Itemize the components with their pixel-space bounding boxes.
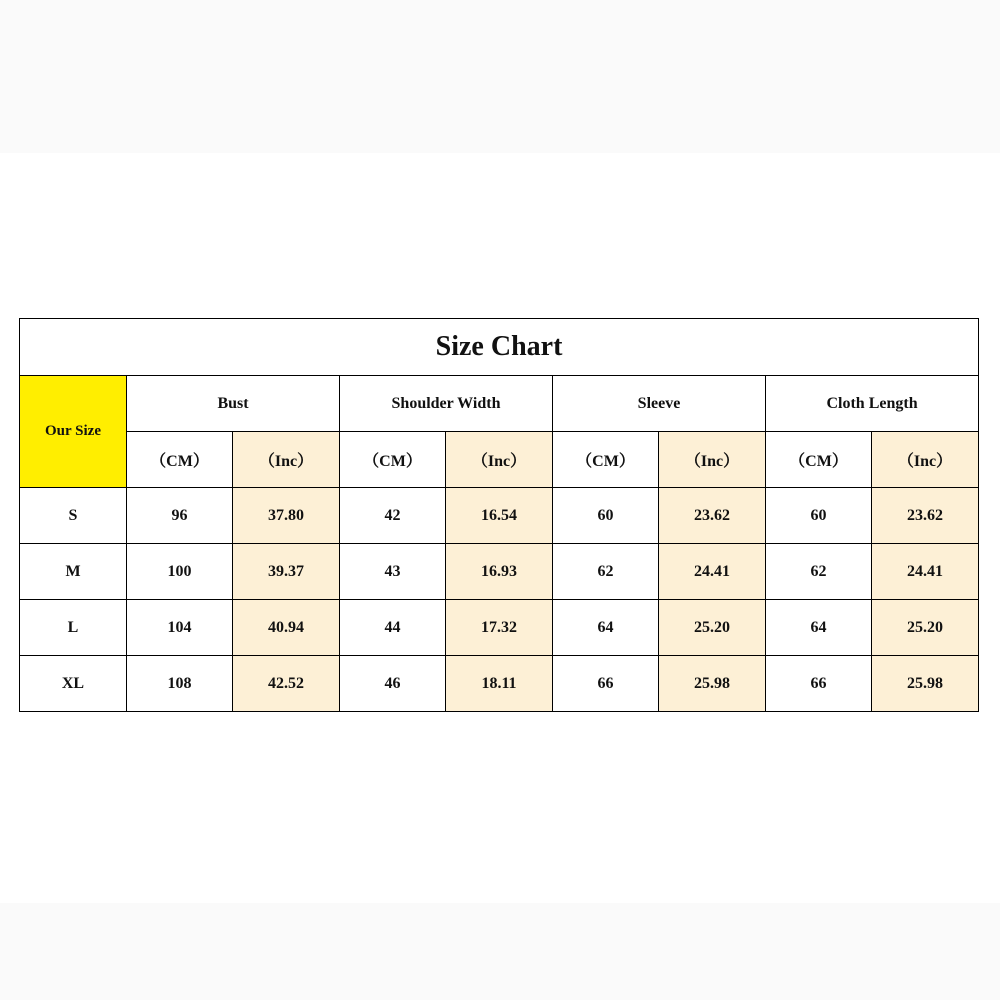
size-chart-table (19, 318, 979, 712)
value-cell: 25.98 (659, 656, 766, 712)
value-cell: 66 (766, 656, 872, 712)
table-row (20, 656, 979, 712)
unit-cm-header: （CM） (553, 432, 659, 488)
group-header-bust: Bust (127, 376, 340, 432)
bottom-band (0, 903, 1000, 1000)
value-cell: 42.52 (233, 656, 340, 712)
value-cell: 100 (127, 544, 233, 600)
value-cell: 25.20 (872, 600, 979, 656)
group-header-sleeve: Sleeve (553, 376, 766, 432)
top-band (0, 0, 1000, 153)
unit-cm-header: （CM） (340, 432, 446, 488)
unit-inc-header: （Inc） (233, 432, 340, 488)
value-cell: 25.98 (872, 656, 979, 712)
value-cell: 104 (127, 600, 233, 656)
unit-cm-header: （CM） (127, 432, 233, 488)
value-cell: 62 (553, 544, 659, 600)
size-cell: L (20, 600, 127, 656)
value-cell: 23.62 (659, 488, 766, 544)
value-cell: 96 (127, 488, 233, 544)
chart-title: Size Chart (20, 319, 979, 376)
value-cell: 23.62 (872, 488, 979, 544)
group-header-cloth-length: Cloth Length (766, 376, 979, 432)
table-row (20, 600, 979, 656)
value-cell: 37.80 (233, 488, 340, 544)
value-cell: 64 (766, 600, 872, 656)
value-cell: 60 (553, 488, 659, 544)
value-cell: 25.20 (659, 600, 766, 656)
size-cell: S (20, 488, 127, 544)
value-cell: 24.41 (872, 544, 979, 600)
table-row (20, 488, 979, 544)
our-size-header: Our Size (20, 376, 127, 488)
value-cell: 40.94 (233, 600, 340, 656)
value-cell: 44 (340, 600, 446, 656)
unit-inc-header: （Inc） (872, 432, 979, 488)
value-cell: 24.41 (659, 544, 766, 600)
value-cell: 62 (766, 544, 872, 600)
value-cell: 39.37 (233, 544, 340, 600)
size-cell: M (20, 544, 127, 600)
value-cell: 18.11 (446, 656, 553, 712)
value-cell: 42 (340, 488, 446, 544)
value-cell: 16.54 (446, 488, 553, 544)
value-cell: 60 (766, 488, 872, 544)
group-header-shoulder-width: Shoulder Width (340, 376, 553, 432)
table-row (20, 544, 979, 600)
value-cell: 64 (553, 600, 659, 656)
unit-cm-header: （CM） (766, 432, 872, 488)
value-cell: 108 (127, 656, 233, 712)
value-cell: 46 (340, 656, 446, 712)
value-cell: 43 (340, 544, 446, 600)
unit-inc-header: （Inc） (446, 432, 553, 488)
value-cell: 17.32 (446, 600, 553, 656)
size-cell: XL (20, 656, 127, 712)
value-cell: 66 (553, 656, 659, 712)
value-cell: 16.93 (446, 544, 553, 600)
unit-inc-header: （Inc） (659, 432, 766, 488)
